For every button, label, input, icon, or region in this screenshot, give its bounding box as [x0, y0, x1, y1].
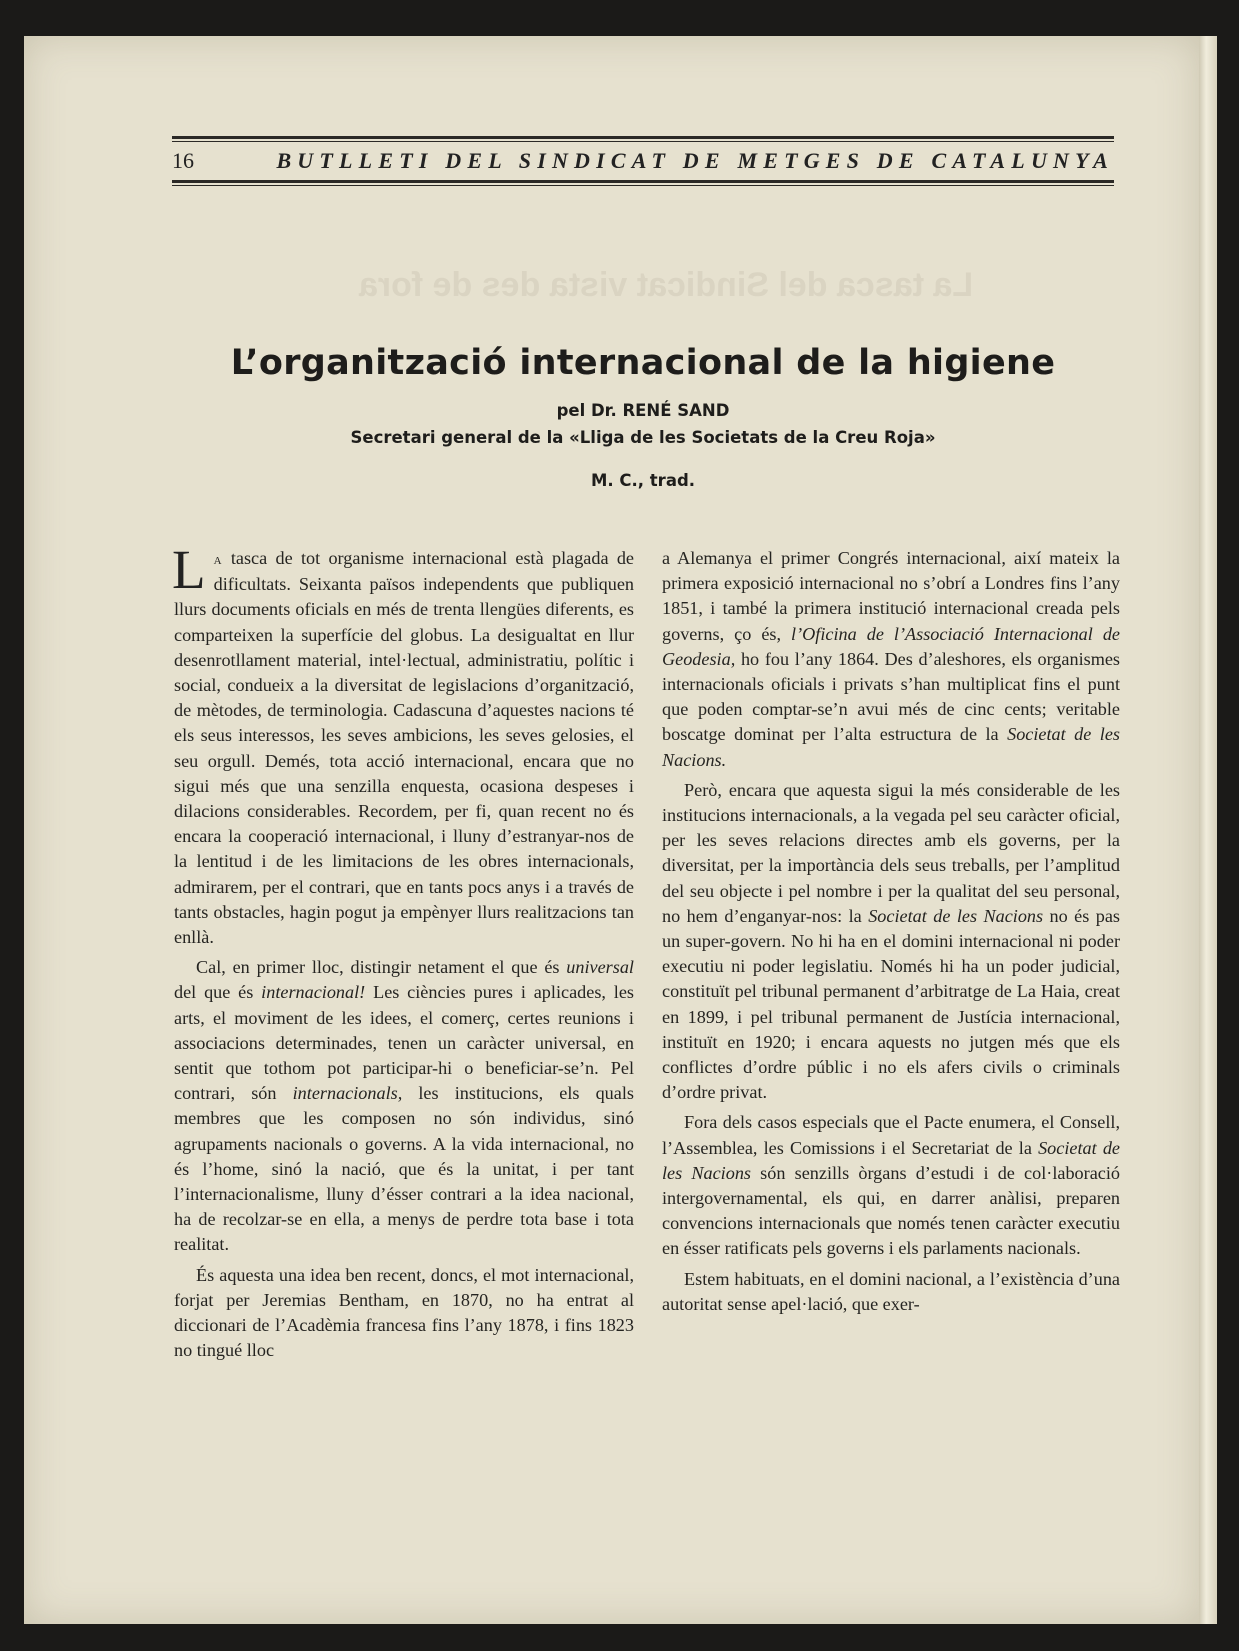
paragraph — [174, 955, 634, 1257]
paragraph — [662, 778, 1120, 1106]
text-column-left — [172, 539, 634, 1364]
page-number: 16 — [172, 148, 194, 173]
paragraph-text: no és pas un super-govern. No hi ha en el domini internacional ni poder executiu ni poder legislatiu. Només hi ha un poder judicial, constituït pel tribunal permanent d’arbitratge de La Haia, creat en 1899, i pel tribunal permanent de Justícia internacional, instituït en 1920; i encara aquests no jutgen més que els conflictes d’ordre públic i no els afers civils o criminals d’ordre privat. — [662, 905, 1120, 1103]
italic-term: l’Oficina de l’Associació Internacional de Geodesia, — [662, 623, 1121, 669]
journal-title: BUTLLETI DEL SINDICAT DE METGES DE CATALUNYA — [276, 148, 1114, 173]
italic-term: internacional! — [261, 982, 366, 1003]
paragraph-text: les institucions, els quals membres que les composen no són individus, sinó agrupaments nacionals o governs. A la vida internacional, no és l’home, sinó la nació, que és la unitat, i per tant l’internacionalisme, lluny d’ésser contrari a la idea nacional, ha de recolzar-se en ella, a menys de perdre tota base i tota realitat. — [174, 1083, 634, 1255]
paragraph-text: ho fou l’any 1864. Des d’aleshores, els organismes internacionals oficials i privats s’han multiplicat fins el punt que poden comptar-se’n avui més de cinc cents; veritable boscatge dominat per l’alta estructura de la — [662, 648, 1120, 745]
paragraph-text: a Alemanya el primer Congrés internacional, així mateix la primera exposició internacional no s’obrí a Londres fins l’any 1851, i també la primera institució internacional creada pels governs, ço és, — [662, 548, 1120, 644]
page-edge — [1199, 36, 1217, 1624]
drop-cap: L — [172, 539, 206, 600]
text-column-right — [662, 546, 1120, 1317]
paragraph — [662, 546, 1120, 773]
paragraph-text: Però, encara que aquesta sigui la més considerable de les institucions internacionals, a la vegada pel seu caràcter oficial, per les seves relacions directes amb els governs, per la diversitat, per la importància dels seus treballs, per l’amplitud del seu objecte i pel nombre i per la qualitat del seu personal, no hem d’enganyar-nos: la — [662, 779, 1120, 926]
paragraph-text: són senzills òrgans d’estudi i de col·laboració intergovernamental, els qui, en darrer anàlisi, preparen convencions internacionals que només tenen caràcter executiu en ésser ratificats pels governs i els parlaments nacionals. — [662, 1162, 1120, 1259]
paragraph — [662, 1110, 1120, 1261]
paragraph: Estem habituats, en el domini nacional, a l’existència d’una autoritat sense apel·lació, que exer- — [662, 1268, 1120, 1314]
paragraph-text: Cal, en primer lloc, distingir netament el que és — [196, 957, 567, 978]
header-rule-bottom — [172, 180, 1114, 183]
article-byline: pel Dr. RENÉ SAND — [556, 401, 730, 420]
paragraph-text: Les ciències pures i aplicades, les arts, el moviment de les idees, el comerç, certes reunions i associacions determinades, tenen un caràcter universal, en sentit que tothom pot participar-hi o beneficiar-se’n. Pel contrari, són — [174, 982, 634, 1104]
italic-term: universal — [566, 957, 634, 978]
paragraph-text: del que és — [174, 982, 262, 1003]
header-rule-top — [172, 136, 1114, 139]
italic-term: Societat de les Nacions. — [662, 724, 1120, 770]
author-role: Secretari general de la «Lliga de les Societats de la Creu Roja» — [350, 428, 936, 447]
running-header — [172, 136, 1114, 186]
italic-term: Societat de les Nacions — [868, 905, 1044, 926]
paragraph: És aquesta una idea ben recent, doncs, el mot internacional, forjat per Jeremias Bentham, en 1870, no ha entrat al diccionari de l’Acadèmia francesa fins l’any 1878, i fins 1823 no tingué lloc — [174, 1264, 634, 1361]
article-title: L’organització internacional de la higiene — [230, 343, 1056, 383]
small-caps-lead: a — [213, 551, 223, 568]
article-heading — [172, 343, 1114, 490]
paragraph — [172, 539, 634, 950]
italic-term: Societat de les Nacions — [662, 1137, 1120, 1183]
header-rule-bottom-thin — [172, 185, 1114, 186]
paragraph-text: tasca de tot organisme internacional està plagada de dificultats. Seixanta països independents que publiquen llurs documents oficials en més de trenta llengües diferents, es comparteixen la superfície del globus. La desigualtat en llur desenrotllament material, intel·lectual, administratiu, polític i social, condueix a la diversitat de legislacions d’organització, de mètodes, de terminologia. Cadascuna d’aquestes nacions té els seus interessos, les seves ambicions, les seves gelosies, el seu orgull. Demés, tota acció internacional, encara que no sigui més que una senzilla enquesta, ocasiona despeses i dilacions considerables. Recordem, per fi, quan recent no és encara la cooperació internacional, i lluny d’estranyar-nos de la lentitud i de les limitacions de les obres internacionals, admirarem, per el contrari, que en tants pocs anys i a través de tants obstacles, hagin pogut ja empènyer llurs realitzacions tan enllà. — [174, 548, 634, 948]
header-row — [172, 142, 1114, 180]
translator-credit: M. C., trad. — [590, 471, 696, 490]
paragraph-text: Fora dels casos especials que el Pacte enumera, el Consell, l’Assemblea, les Comissions i el Secretariat de la — [662, 1112, 1120, 1158]
italic-term: internacionals, — [292, 1083, 403, 1104]
show-through-text: La tasca del Sindicat vista des de fora — [358, 266, 974, 304]
